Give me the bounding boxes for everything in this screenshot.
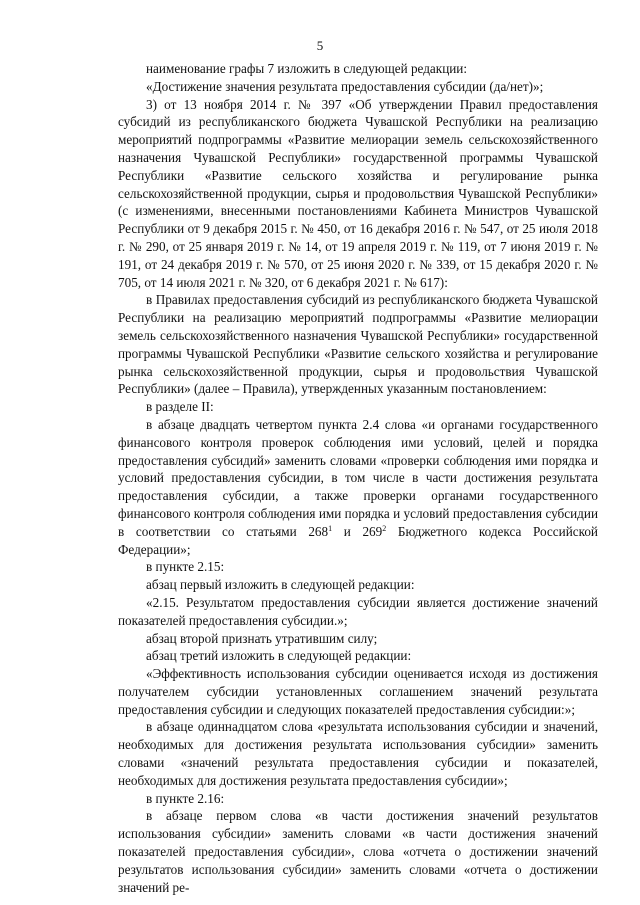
paragraph: в разделе II:: [146, 399, 214, 415]
paragraph-text: в абзаце двадцать четвертом пункта 2.4 слова «и органами государственного финансового контроля проверок соблюдения ими условий, целей и порядка предоставления субсидий» заменить словами «проверки соблюдения ими порядка и условий предоставления субсидии, в том числе в части достижения результата предоставления субсидии, а также проверки органами государственного финансового контроля соблюдения ими порядка и условий предоставления субсидии в соответствии со статьями 268: [118, 416, 598, 539]
paragraph-with-footnote-refs: [118, 416, 598, 558]
paragraph: наименование графы 7 изложить в следующей редакции:: [146, 61, 468, 76]
superscript: 1: [328, 523, 333, 533]
superscript: 2: [382, 523, 387, 533]
paragraph-text: Бюджетного кодекса Российской Федерации»;: [118, 523, 598, 557]
paragraph: абзац первый изложить в следующей редакции:: [146, 577, 415, 593]
paragraph: в абзаце первом слова «в части достижения значений результатов использования субсидии» заменить словами «в части достижения значений показателей предоставления субсидии», слова «отчета о достижении значений результатов использования субсидии» заменить словами «отчета о достижении значений ре-: [118, 808, 598, 895]
paragraph: в пункте 2.16:: [146, 790, 225, 806]
paragraph: в пункте 2.15:: [146, 559, 225, 575]
page-number: 5: [316, 38, 324, 53]
paragraph: в абзаце одиннадцатом слова «результата использования субсидии и значений, необходимых для достижения результата использования субсидии» заменить словами «значений результата предоставления субсидии и показателей, необходимых для достижения результата предоставления субсидии»;: [118, 719, 598, 788]
paragraph: 3) от 13 ноября 2014 г. № 397 «Об утверждении Правил предоставления субсидий из республиканского бюджета Чувашской Республики на реализацию мероприятий подпрограммы «Развитие мелиорации земель сельскохозяйственного назначения Чувашской Республики» государственной программы Чувашской Республики «Развитие сельского хозяйства и регулирование рынка сельскохозяйственной продукции, сырья и продовольствия Чувашской Республики» (с изменениями, внесенными постановлениями Кабинета Министров Чувашской Республики от 9 декабря 2015 г. № 450, от 16 декабря 2016 г. № 547, от 25 июля 2018 г. № 290, от 25 января 2019 г. № 14, от 19 апреля 2019 г. № 119, от 7 июня 2019 г. № 191, от 24 декабря 2019 г. № 570, от 25 июня 2020 г. № 339, от 15 декабря 2020 г. № 705, от 14 июля 2021 г. № 320, от 6 декабря 2021 г. № 617):: [118, 96, 598, 290]
paragraph: «2.15. Результатом предоставления субсидии является достижение значений показателей предоставления субсидии.»;: [118, 594, 598, 628]
paragraph: абзац второй признать утратившим силу;: [146, 630, 378, 646]
paragraph: «Эффективность использования субсидии оценивается исходя из достижения получателем субсидии установленных соглашением значений результата предоставления субсидии и следующих показателей предоставления субсидии:»;: [118, 666, 598, 717]
document-body: [118, 60, 598, 896]
paragraph: «Достижение значения результата предоставления субсидии (да/нет)»;: [146, 78, 544, 94]
paragraph: в Правилах предоставления субсидий из республиканского бюджета Чувашской Республики на реализацию мероприятий подпрограммы «Развитие мелиорации земель сельскохозяйственного назначения Чувашской Республики» государственной программы Чувашской Республики «Развитие сельского хозяйства и регулирование рынка сельскохозяйственной продукции, сырья и продовольствия Чувашской Республики» (далее – Правила), утвержденных указанным постановлением:: [118, 292, 598, 397]
paragraph: абзац третий изложить в следующей редакции:: [146, 648, 412, 664]
paragraph-text: и 269: [332, 523, 383, 539]
